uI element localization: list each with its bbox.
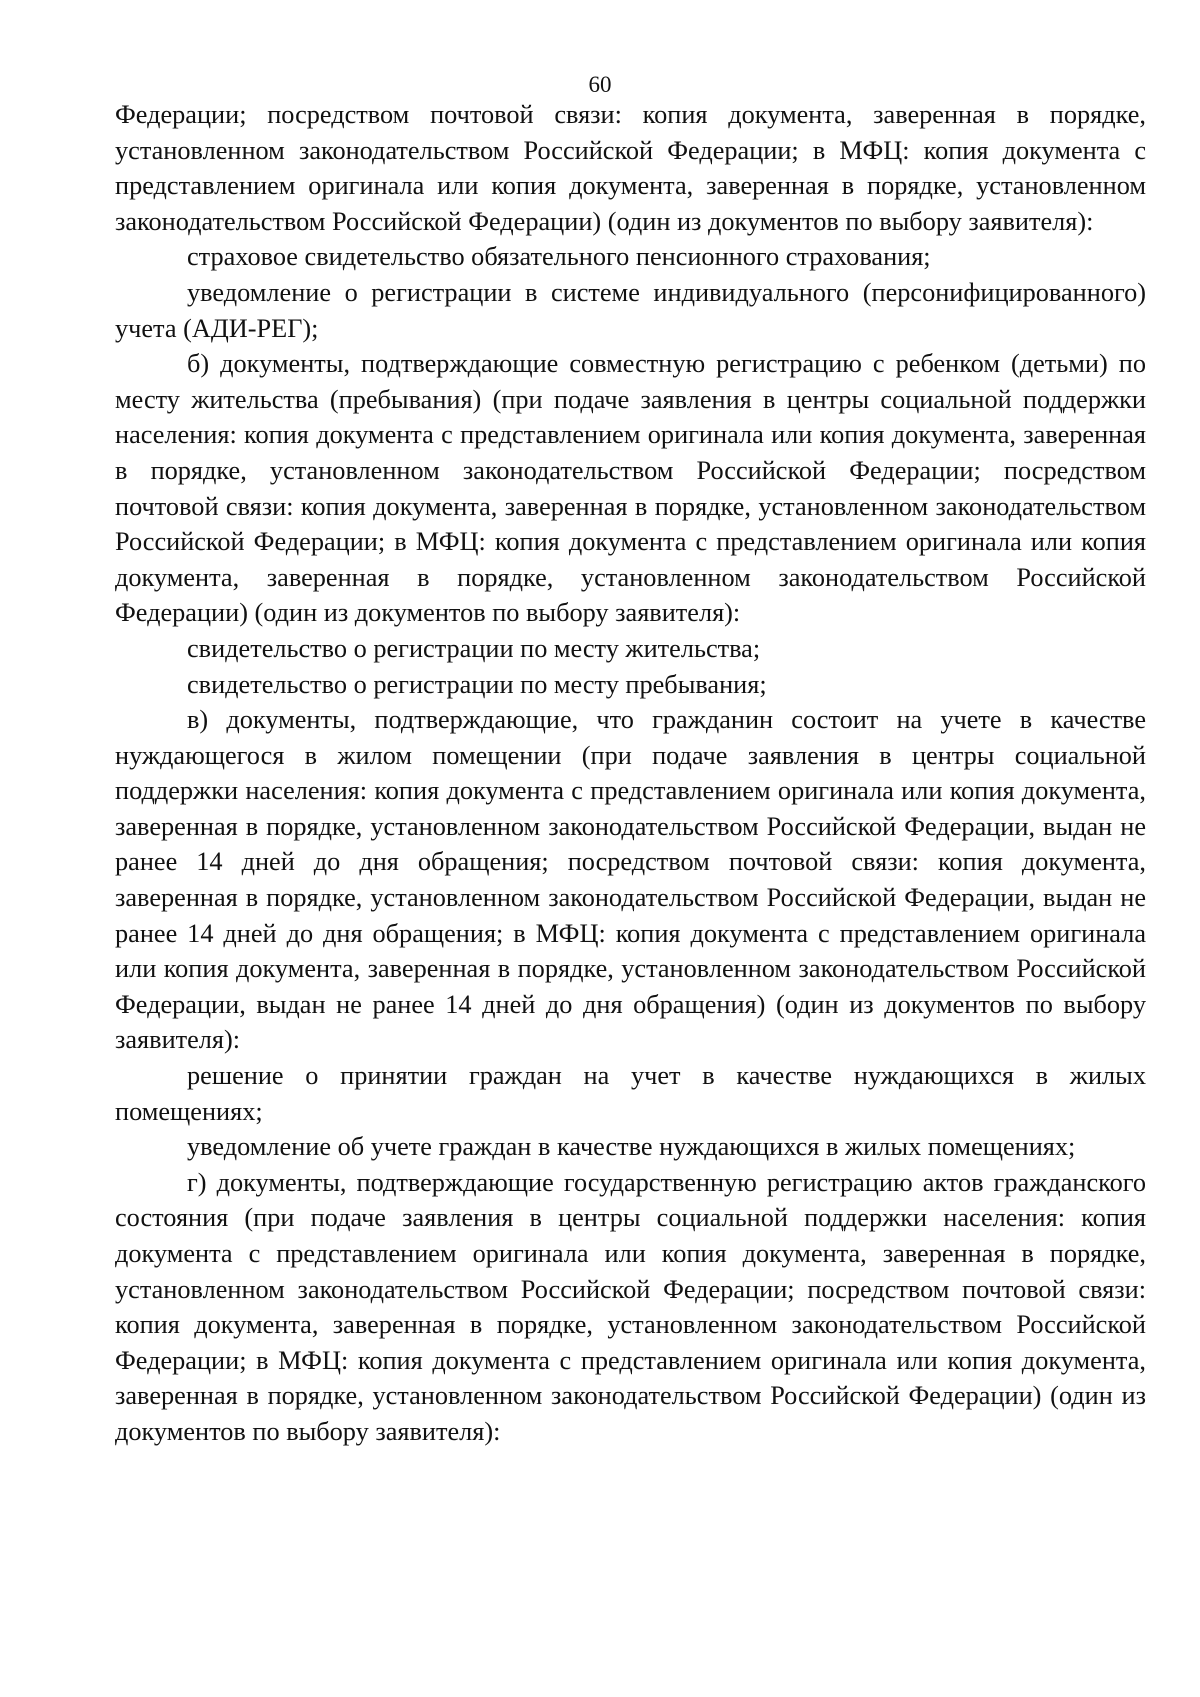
paragraph-adi-reg-notice: уведомление о регистрации в системе индивидуального (персонифицированного) учета (АДИ-РЕГ); bbox=[115, 277, 1146, 343]
paragraph-insurance-certificate: страховое свидетельство обязательного пенсионного страхования; bbox=[187, 242, 931, 272]
paragraph-item-v: в) документы, подтверждающие, что гражданин состоит на учете в качестве нуждающегося в жилом помещении (при подаче заявления в центры социальной поддержки населения: копия документа с представлением оригинала или копия документа, заверенная в порядке, установленном законодательством Российской Федерации, выдан не ранее 14 дней до дня обращения; посредством почтовой связи: копия документа, заверенная в порядке, установленном законодательством Российской Федерации, выдан не ранее 14 дней до дня обращения; в МФЦ: копия документа с представлением оригинала или копия документа, заверенная в порядке, установленном законодательством Российской Федерации, выдан не ранее 14 дней до дня обращения) (один из документов по выбору заявителя): bbox=[115, 705, 1146, 1055]
page-number: 60 bbox=[588, 72, 612, 97]
paragraph-continuation: Федерации; посредством почтовой связи: копия документа, заверенная в порядке, установленном законодательством Российской Федерации; в МФЦ: копия документа с представлением оригинала или копия документа, заверенная в порядке, установленном законодательством Российской Федерации) (один из документов по выбору заявителя): bbox=[115, 100, 1146, 236]
document-body bbox=[115, 97, 1146, 1450]
paragraph-item-b: б) документы, подтверждающие совместную регистрацию с ребенком (детьми) по месту жительства (пребывания) (при подаче заявления в центры социальной поддержки населения: копия документа с представлением оригинала или копия документа, заверенная в порядке, установленном законодательством Российской Федерации; посредством почтовой связи: копия документа, заверенная в порядке, установленном законодательством Российской Федерации; в МФЦ: копия документа с представлением оригинала или копия документа, заверенная в порядке, установленном законодательством Российской Федерации) (один из документов по выбору заявителя): bbox=[115, 349, 1146, 628]
paragraph-item-g: г) документы, подтверждающие государственную регистрацию актов гражданского состояния (при подаче заявления в центры социальной поддержки населения: копия документа с представлением оригинала или копия документа, заверенная в порядке, установленном законодательством Российской Федерации; посредством почтовой связи: копия документа, заверенная в порядке, установленном законодательством Российской Федерации; в МФЦ: копия документа с представлением оригинала или копия документа, заверенная в порядке, установленном законодательством Российской Федерации) (один из документов по выбору заявителя): bbox=[115, 1167, 1146, 1446]
paragraph-housing-decision: решение о принятии граждан на учет в качестве нуждающихся в жилых помещениях; bbox=[115, 1061, 1146, 1126]
paragraph-housing-notice: уведомление об учете граждан в качестве нуждающихся в жилых помещениях; bbox=[187, 1132, 1076, 1162]
paragraph-residence-certificate: свидетельство о регистрации по месту жительства; bbox=[187, 633, 761, 663]
paragraph-stay-certificate: свидетельство о регистрации по месту пребывания; bbox=[187, 669, 767, 699]
